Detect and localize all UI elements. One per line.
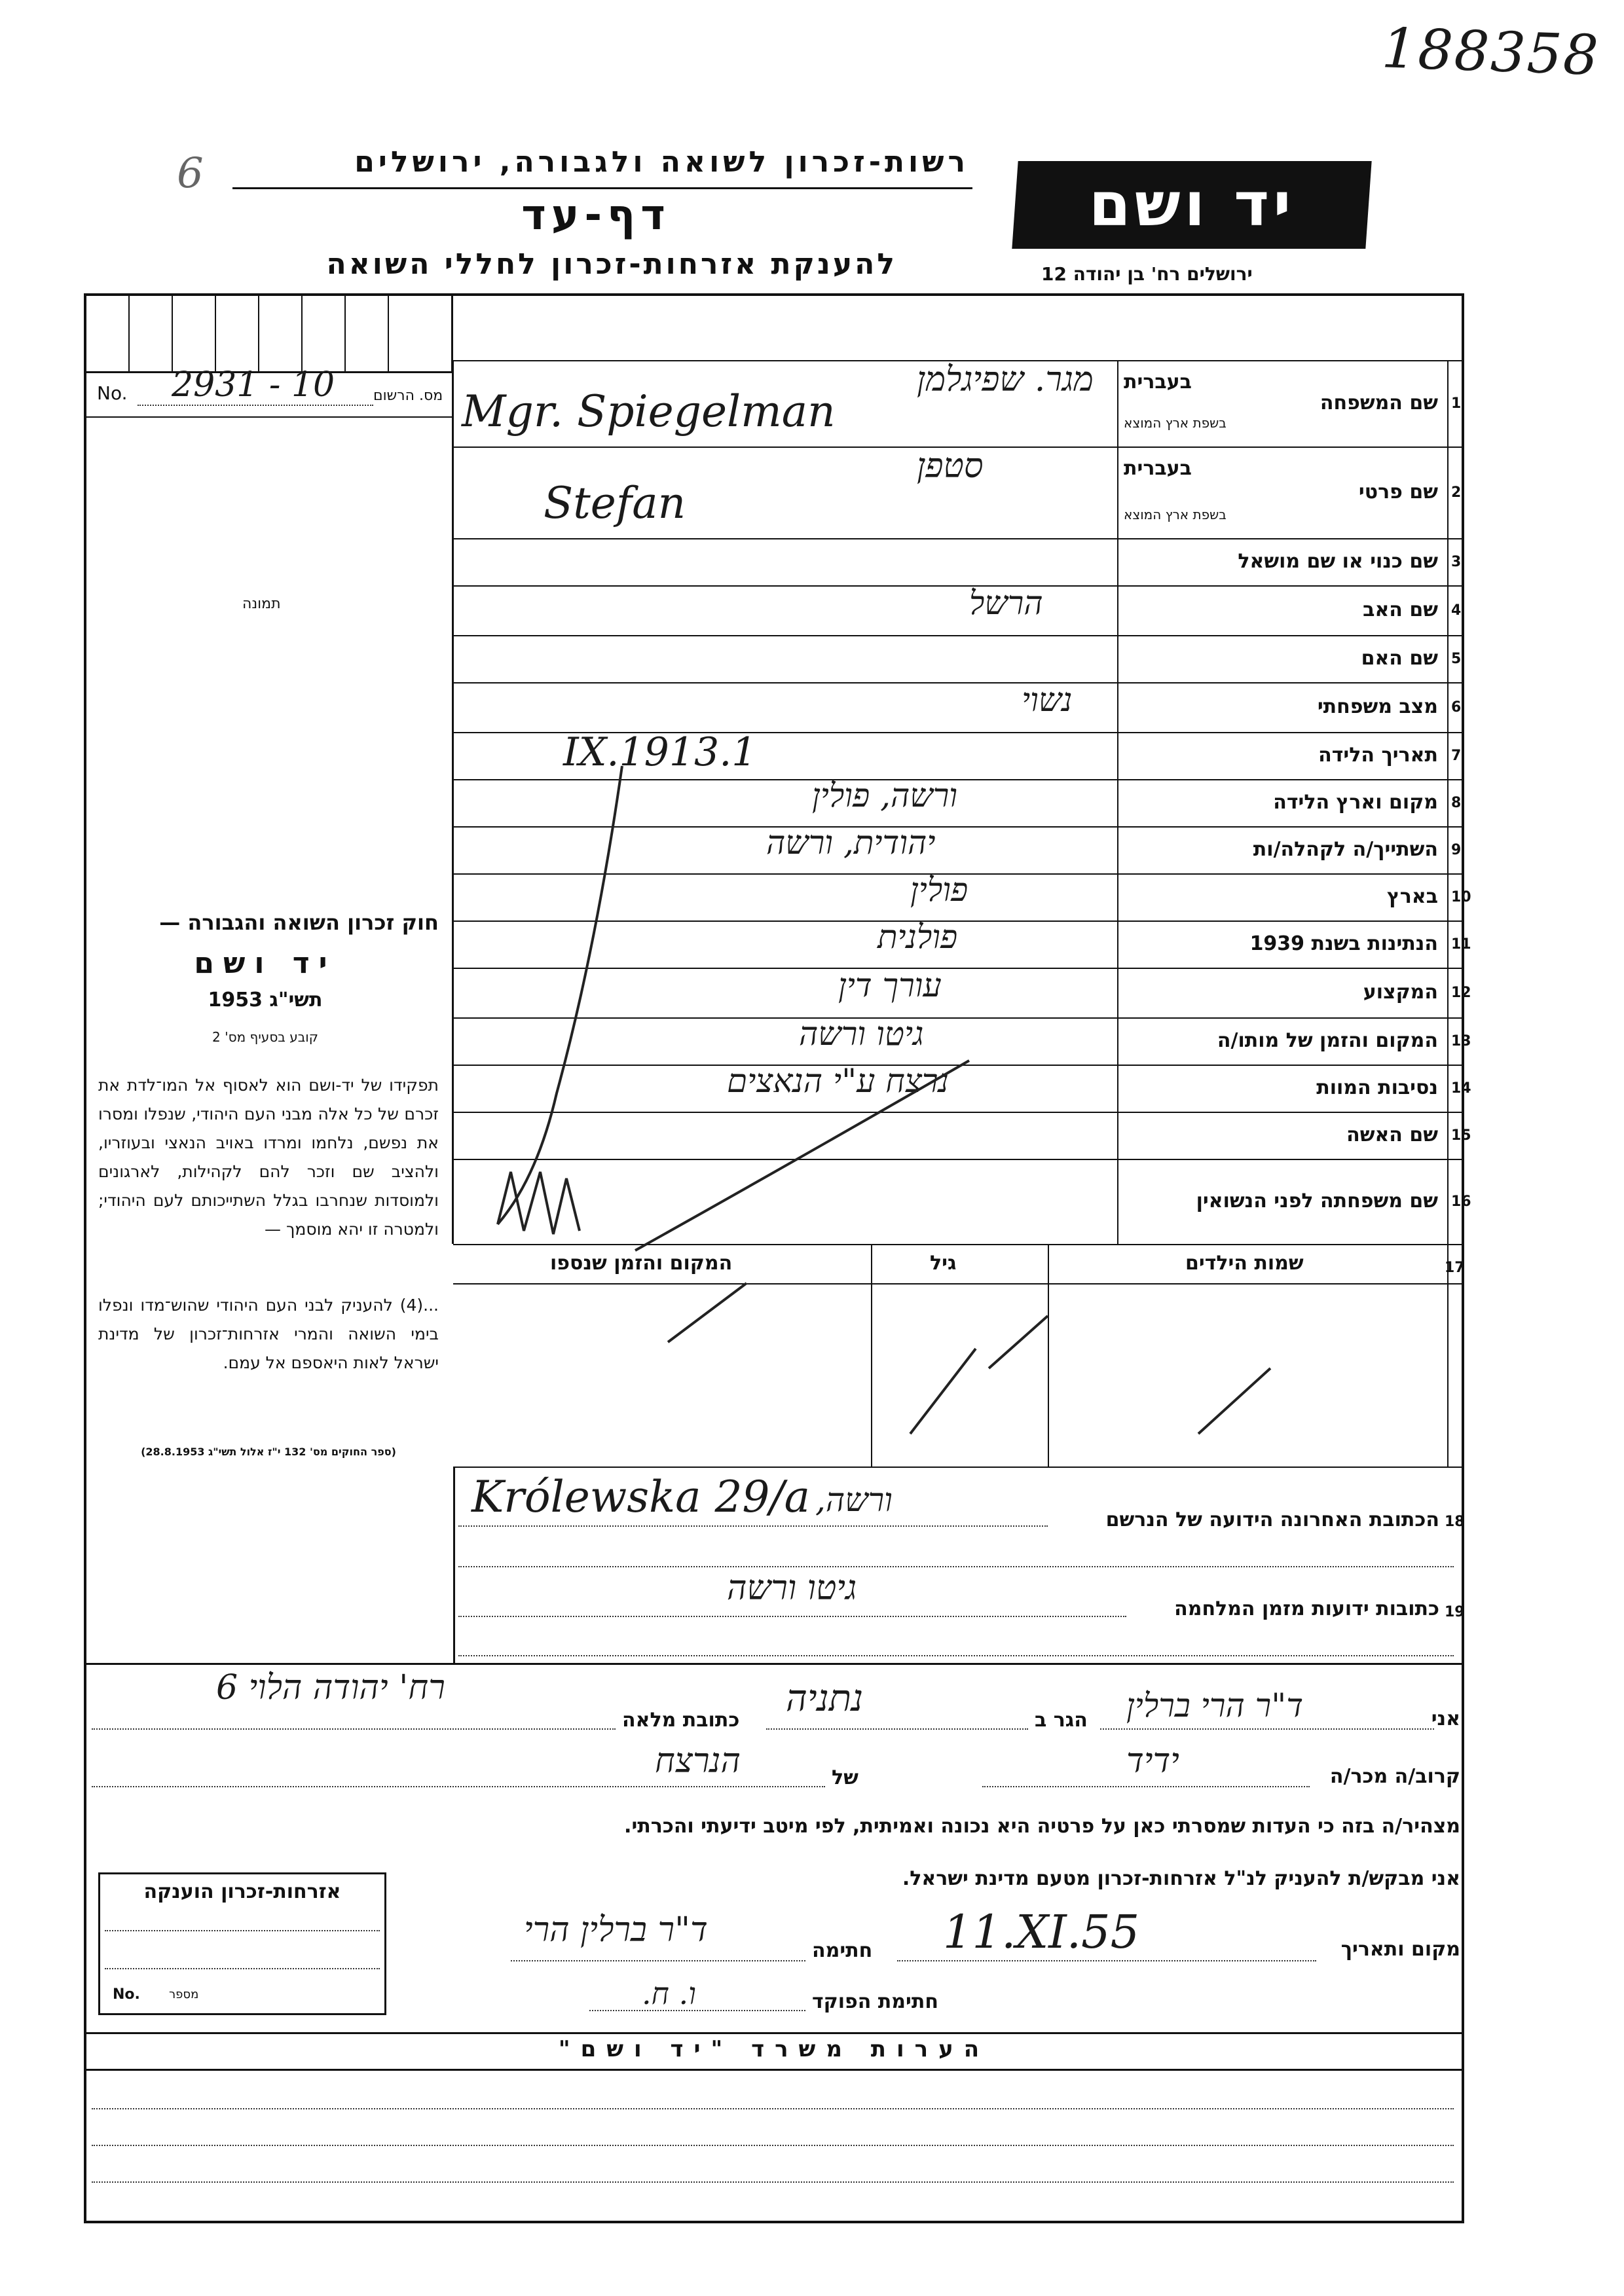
- field-label-10: בארץ: [1386, 885, 1438, 908]
- decl-full-address-value: רח' יהודה הלוי 6: [216, 1668, 445, 1707]
- field-number-9: 9: [1451, 842, 1462, 858]
- archive-number: 188358: [1380, 16, 1601, 88]
- children-col-names: שמות הילדים: [1185, 1252, 1304, 1275]
- field-value-origin-1: Mgr. Spiegelman: [462, 386, 836, 437]
- field-number-4: 4: [1451, 602, 1462, 619]
- decl-full-address-label: כתובת מלאה: [622, 1709, 740, 1732]
- field-label-11: הנתינות בשנת 1939: [1249, 932, 1438, 955]
- field-number-10: 10: [1451, 889, 1471, 905]
- field-value-4: הרשל: [969, 584, 1043, 622]
- decl-of-label: של: [832, 1766, 858, 1789]
- decl-signature-value: ד"ר ברלין הרי: [524, 1910, 708, 1950]
- citizenship-title: אזרחות-זכרון הוענקה: [143, 1880, 341, 1903]
- last-address-label: הכתובת האחרונה הידועה של הנרשם: [1105, 1508, 1439, 1531]
- field-label-4: שם האב: [1363, 598, 1438, 621]
- decl-i-value: ד"ר הרי ברלין: [1126, 1686, 1304, 1724]
- field-number-1: 1: [1451, 395, 1462, 412]
- decl-relation-label: קרוב/ה מכר/ה: [1329, 1765, 1460, 1788]
- field-number-16: 16: [1451, 1194, 1471, 1210]
- registration-label: מס. הרשום: [373, 388, 443, 404]
- decl-line-1: מצהיר/ה בזה כי העדות שמסרתי כאן על פרטיה היא נכונה ואמיתית, לפי מיטב ידיעתי והכרתי.: [624, 1815, 1460, 1838]
- law-year: תשי"ג 1953: [208, 989, 323, 1011]
- field-label-5: שם האם: [1361, 647, 1438, 670]
- field-value-14: נרצח ע"י הנאצים: [727, 1062, 949, 1100]
- field-number-6: 6: [1451, 699, 1462, 716]
- field-sub-hebrew-2: בעברית: [1124, 457, 1192, 480]
- field-label-2: שם פרטי: [1358, 481, 1438, 503]
- last-address-hebrew: ורשה,: [815, 1481, 893, 1519]
- law-clause: קובע בסעיף מס' 2: [212, 1029, 318, 1045]
- field-value-origin-2: Stefan: [544, 478, 686, 528]
- field-value-8: ורשה, פולין: [812, 776, 958, 814]
- citizenship-no-label: No.: [113, 1986, 140, 2003]
- authority-heading: רשות-זכרון לשואה ולגבורה, ירושלים: [354, 145, 969, 179]
- decl-of-value: הנרצח: [655, 1741, 741, 1781]
- war-address-value: גיטו ורשה: [727, 1569, 857, 1608]
- law-title: חוק זכרון השואה והגבורה —: [159, 910, 439, 935]
- field-label-12: המקצוע: [1363, 981, 1438, 1004]
- decl-line-2: אני מבקש/ת להעניק לנ"ל אזרחות-זכרון מטעם מדינת ישראל.: [902, 1867, 1460, 1890]
- field-value-hebrew-2: סטפן: [917, 446, 984, 486]
- field-label-13: המקום והזמן של מותו/ה: [1217, 1029, 1438, 1052]
- decl-officer-value: ו. ח.: [642, 1976, 696, 2011]
- field-value-6: נשוי: [1022, 681, 1073, 719]
- field-number-12: 12: [1451, 985, 1471, 1001]
- field-value-13: גיטו ורשה: [799, 1015, 924, 1053]
- last-address-latin: Królewska 29/a: [471, 1472, 811, 1522]
- field-number-14: 14: [1451, 1080, 1471, 1097]
- logo-address: ירושלים רח' בן יהודה 12: [1041, 263, 1253, 285]
- child-strike-strokes: [891, 1290, 1447, 1460]
- children-col-age: גיל: [930, 1252, 957, 1275]
- field-sub-origin-1: בשפת ארץ המוצא: [1124, 415, 1227, 431]
- field-number-19: 19: [1445, 1604, 1465, 1620]
- page-subtitle: להענקת אזרחות-זכרון לחללי השואה: [326, 247, 897, 281]
- decl-resident-label: הגר ב: [1035, 1709, 1088, 1732]
- field-number-3: 3: [1451, 554, 1462, 570]
- field-number-15: 15: [1451, 1127, 1471, 1144]
- law-source: (ספר החוקים מס' 132 י"ז אלול תשי"ג 28.8.1953): [141, 1446, 396, 1458]
- photo-label: תמונה: [242, 596, 281, 612]
- field-number-18: 18: [1445, 1514, 1465, 1530]
- field-sub-hebrew-1: בעברית: [1124, 371, 1192, 393]
- law-name: יד ושם: [194, 947, 337, 980]
- field-number-11: 11: [1451, 936, 1471, 953]
- field-value-hebrew-1: מגר. שפיגלמן: [917, 360, 1094, 399]
- field-label-6: מצב משפחתי: [1317, 695, 1438, 718]
- field-label-14: נסיבות המוות: [1316, 1076, 1438, 1099]
- field-label-1: שם המשפחה: [1320, 392, 1438, 414]
- field-label-7: תאריך הלידה: [1318, 744, 1438, 767]
- decl-place-date-label: מקום ותאריך: [1340, 1938, 1460, 1961]
- page-title: דף-עד: [521, 191, 671, 240]
- registration-number: 2931 - 10: [172, 365, 335, 405]
- decl-resident-value: נתניה: [786, 1677, 864, 1720]
- field-number-8: 8: [1451, 795, 1462, 811]
- field-number-13: 13: [1451, 1033, 1471, 1049]
- law-text-2: ...(4) להעניק לבני העם היהודי שהוש־מדו ונפלו בימי השואה והמרי אזרחות־זכרון של מדינת ישראל לאות היאספם אל עמם.: [98, 1296, 439, 1372]
- field-value-9: יהודית, ורשה: [766, 824, 936, 862]
- remarks-title: הערות משרד "יד ושם": [558, 2036, 990, 2062]
- field-label-9: השתייך/ה לקהלה/ות: [1253, 838, 1438, 861]
- citizenship-number-label: מספר: [169, 1988, 199, 2001]
- field-number-17: 17: [1445, 1260, 1465, 1276]
- children-col-place: המקום והזמן שנספו: [550, 1252, 733, 1275]
- decl-signature-label: חתימה: [812, 1939, 873, 1962]
- law-text-1: תפקידו של יד-ושם הוא לאסוף אל המו־לדת את זכרם של כל אלה מבני העם היהודי, שנפלו ומסרו את נפשם, נלחמו ומרדו באויב הנאצי ובעוזריו, ולהציב שם וזכר להם לקהילות, לארגונים ולמוסדות שנחרבו בגלל השתייכותם לעם היהודי; ולמטרה זו יהא מוסמך —: [98, 1076, 439, 1239]
- field-number-7: 7: [1451, 748, 1462, 764]
- top-grid: [86, 296, 453, 373]
- field-label-3: שם כנוי או שם מושאל: [1238, 550, 1438, 573]
- field-label-8: מקום וארץ הלידה: [1273, 791, 1438, 814]
- decl-place-date-value: 11.XI.55: [943, 1905, 1140, 1959]
- field-label-16: שם משפחתה לפני הנשואין: [1196, 1190, 1438, 1212]
- registration-no-label: No.: [97, 382, 128, 404]
- field-value-10: פולין: [910, 871, 969, 909]
- field-number-5: 5: [1451, 651, 1462, 667]
- field-sub-origin-2: בשפת ארץ המוצא: [1124, 507, 1227, 522]
- decl-i-label: אני: [1431, 1707, 1460, 1730]
- field-label-15: שם האשה: [1346, 1123, 1438, 1146]
- field-value-7: 1.IX.1913: [563, 729, 757, 775]
- stamp-number: 6: [177, 149, 204, 198]
- decl-relation-value: ידיד: [1126, 1741, 1179, 1781]
- war-address-label: כתובות ידועות מזמן המלחמה: [1174, 1597, 1439, 1620]
- field-number-2: 2: [1451, 484, 1462, 501]
- field-value-11: פולנית: [877, 918, 958, 956]
- yad-vashem-logo: יד ושם: [1012, 161, 1371, 249]
- decl-officer-label: חתימת הפוקד: [812, 1990, 938, 2013]
- field-value-12: עורך דין: [838, 966, 942, 1004]
